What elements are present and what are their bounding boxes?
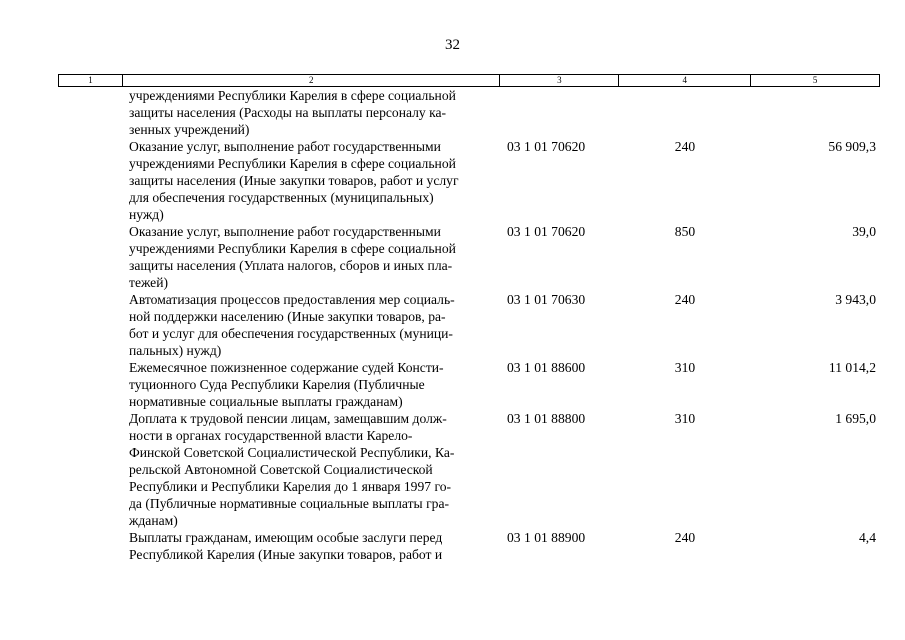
description-line: Оказание услуг, выполнение работ государственными bbox=[129, 139, 441, 154]
cell-empty bbox=[58, 138, 122, 223]
cell-amount: 4,4 bbox=[859, 530, 876, 545]
description-line: защиты населения (Иные закупки товаров, работ и услуг bbox=[129, 173, 459, 188]
table-body bbox=[58, 87, 880, 563]
description-line: для обеспечения государственных (муниципальных) bbox=[129, 190, 434, 205]
cell-expense-type: 240 bbox=[674, 530, 696, 545]
description-line: ной поддержки населению (Иные закупки товаров, ра- bbox=[129, 309, 446, 324]
cell-target-code bbox=[500, 87, 619, 138]
cell-description bbox=[122, 138, 500, 223]
cell-amount: 1 695,0 bbox=[835, 411, 876, 426]
cell-description bbox=[122, 359, 500, 410]
cell-expense-type: 240 bbox=[674, 292, 696, 307]
cell-amount: 3 943,0 bbox=[835, 292, 876, 307]
cell-amount: 11 014,2 bbox=[828, 360, 876, 375]
description-line: ности в органах государственной власти Карело- bbox=[129, 428, 413, 443]
table-row bbox=[58, 223, 880, 291]
header-col-1: 1 bbox=[59, 75, 123, 86]
description-line: жданам) bbox=[129, 513, 178, 528]
header-col-5: 5 bbox=[751, 75, 880, 86]
table-row bbox=[58, 410, 880, 529]
cell-expense-type: 310 bbox=[674, 411, 696, 426]
cell-target-code: 03 1 01 88800 bbox=[507, 411, 586, 426]
table-row bbox=[58, 529, 880, 563]
cell-target-code: 03 1 01 70620 bbox=[507, 224, 586, 239]
cell-description bbox=[122, 529, 500, 563]
description-line: защиты населения (Расходы на выплаты персоналу ка- bbox=[129, 105, 447, 120]
cell-description bbox=[122, 223, 500, 291]
description-line: зенных учреждений) bbox=[129, 122, 250, 137]
table-row bbox=[58, 138, 880, 223]
description-line: тежей) bbox=[129, 275, 169, 290]
cell-empty bbox=[58, 87, 122, 138]
description-line: пальных) нужд) bbox=[129, 343, 222, 358]
cell-empty bbox=[58, 410, 122, 529]
description-line: Республикой Карелия (Иные закупки товаров, работ и bbox=[129, 547, 443, 562]
description-line: Выплаты гражданам, имеющим особые заслуги перед bbox=[129, 530, 443, 545]
description-line: нормативные социальные выплаты гражданам) bbox=[129, 394, 403, 409]
cell-expense-type: 240 bbox=[674, 139, 696, 154]
table-row bbox=[58, 359, 880, 410]
budget-table bbox=[58, 74, 880, 563]
table-row bbox=[58, 291, 880, 359]
cell-expense-type bbox=[619, 87, 751, 138]
table-row bbox=[58, 87, 880, 138]
cell-description bbox=[122, 87, 500, 138]
cell-target-code: 03 1 01 88900 bbox=[507, 530, 586, 545]
description-line: туционного Суда Республики Карелия (Публичные bbox=[129, 377, 425, 392]
cell-empty bbox=[58, 529, 122, 563]
cell-target-code: 03 1 01 70620 bbox=[507, 139, 586, 154]
description-line: защиты населения (Уплата налогов, сборов и иных пла- bbox=[129, 258, 453, 273]
description-line: нужд) bbox=[129, 207, 164, 222]
cell-description bbox=[122, 410, 500, 529]
description-line: Оказание услуг, выполнение работ государственными bbox=[129, 224, 441, 239]
description-line: учреждениями Республики Карелия в сфере социальной bbox=[129, 88, 456, 103]
header-col-2: 2 bbox=[123, 75, 501, 86]
table-header-row bbox=[58, 74, 880, 87]
cell-empty bbox=[58, 359, 122, 410]
cell-expense-type: 850 bbox=[674, 224, 696, 239]
description-line: бот и услуг для обеспечения государственных (муници- bbox=[129, 326, 453, 341]
description-line: рельской Автономной Советской Социалистической bbox=[129, 462, 433, 477]
description-line: учреждениями Республики Карелия в сфере социальной bbox=[129, 241, 456, 256]
description-line: да (Публичные нормативные социальные выплаты гра- bbox=[129, 496, 450, 511]
description-line: Автоматизация процессов предоставления мер социаль- bbox=[129, 292, 455, 307]
header-col-4: 4 bbox=[619, 75, 751, 86]
cell-empty bbox=[58, 291, 122, 359]
cell-target-code: 03 1 01 70630 bbox=[507, 292, 586, 307]
cell-expense-type: 310 bbox=[674, 360, 696, 375]
cell-amount bbox=[751, 87, 880, 138]
description-line: Ежемесячное пожизненное содержание судей Консти- bbox=[129, 360, 444, 375]
cell-description bbox=[122, 291, 500, 359]
description-line: Финской Советской Социалистической Республики, Ка- bbox=[129, 445, 455, 460]
cell-target-code: 03 1 01 88600 bbox=[507, 360, 586, 375]
cell-amount: 56 909,3 bbox=[828, 139, 876, 154]
description-line: Доплата к трудовой пенсии лицам, замещавшим долж- bbox=[129, 411, 447, 426]
header-col-3: 3 bbox=[500, 75, 619, 86]
description-line: Республики и Республики Карелия до 1 января 1997 го- bbox=[129, 479, 452, 494]
cell-empty bbox=[58, 223, 122, 291]
cell-amount: 39,0 bbox=[852, 224, 876, 239]
description-line: учреждениями Республики Карелия в сфере социальной bbox=[129, 156, 456, 171]
page-number: 32 bbox=[445, 37, 460, 53]
